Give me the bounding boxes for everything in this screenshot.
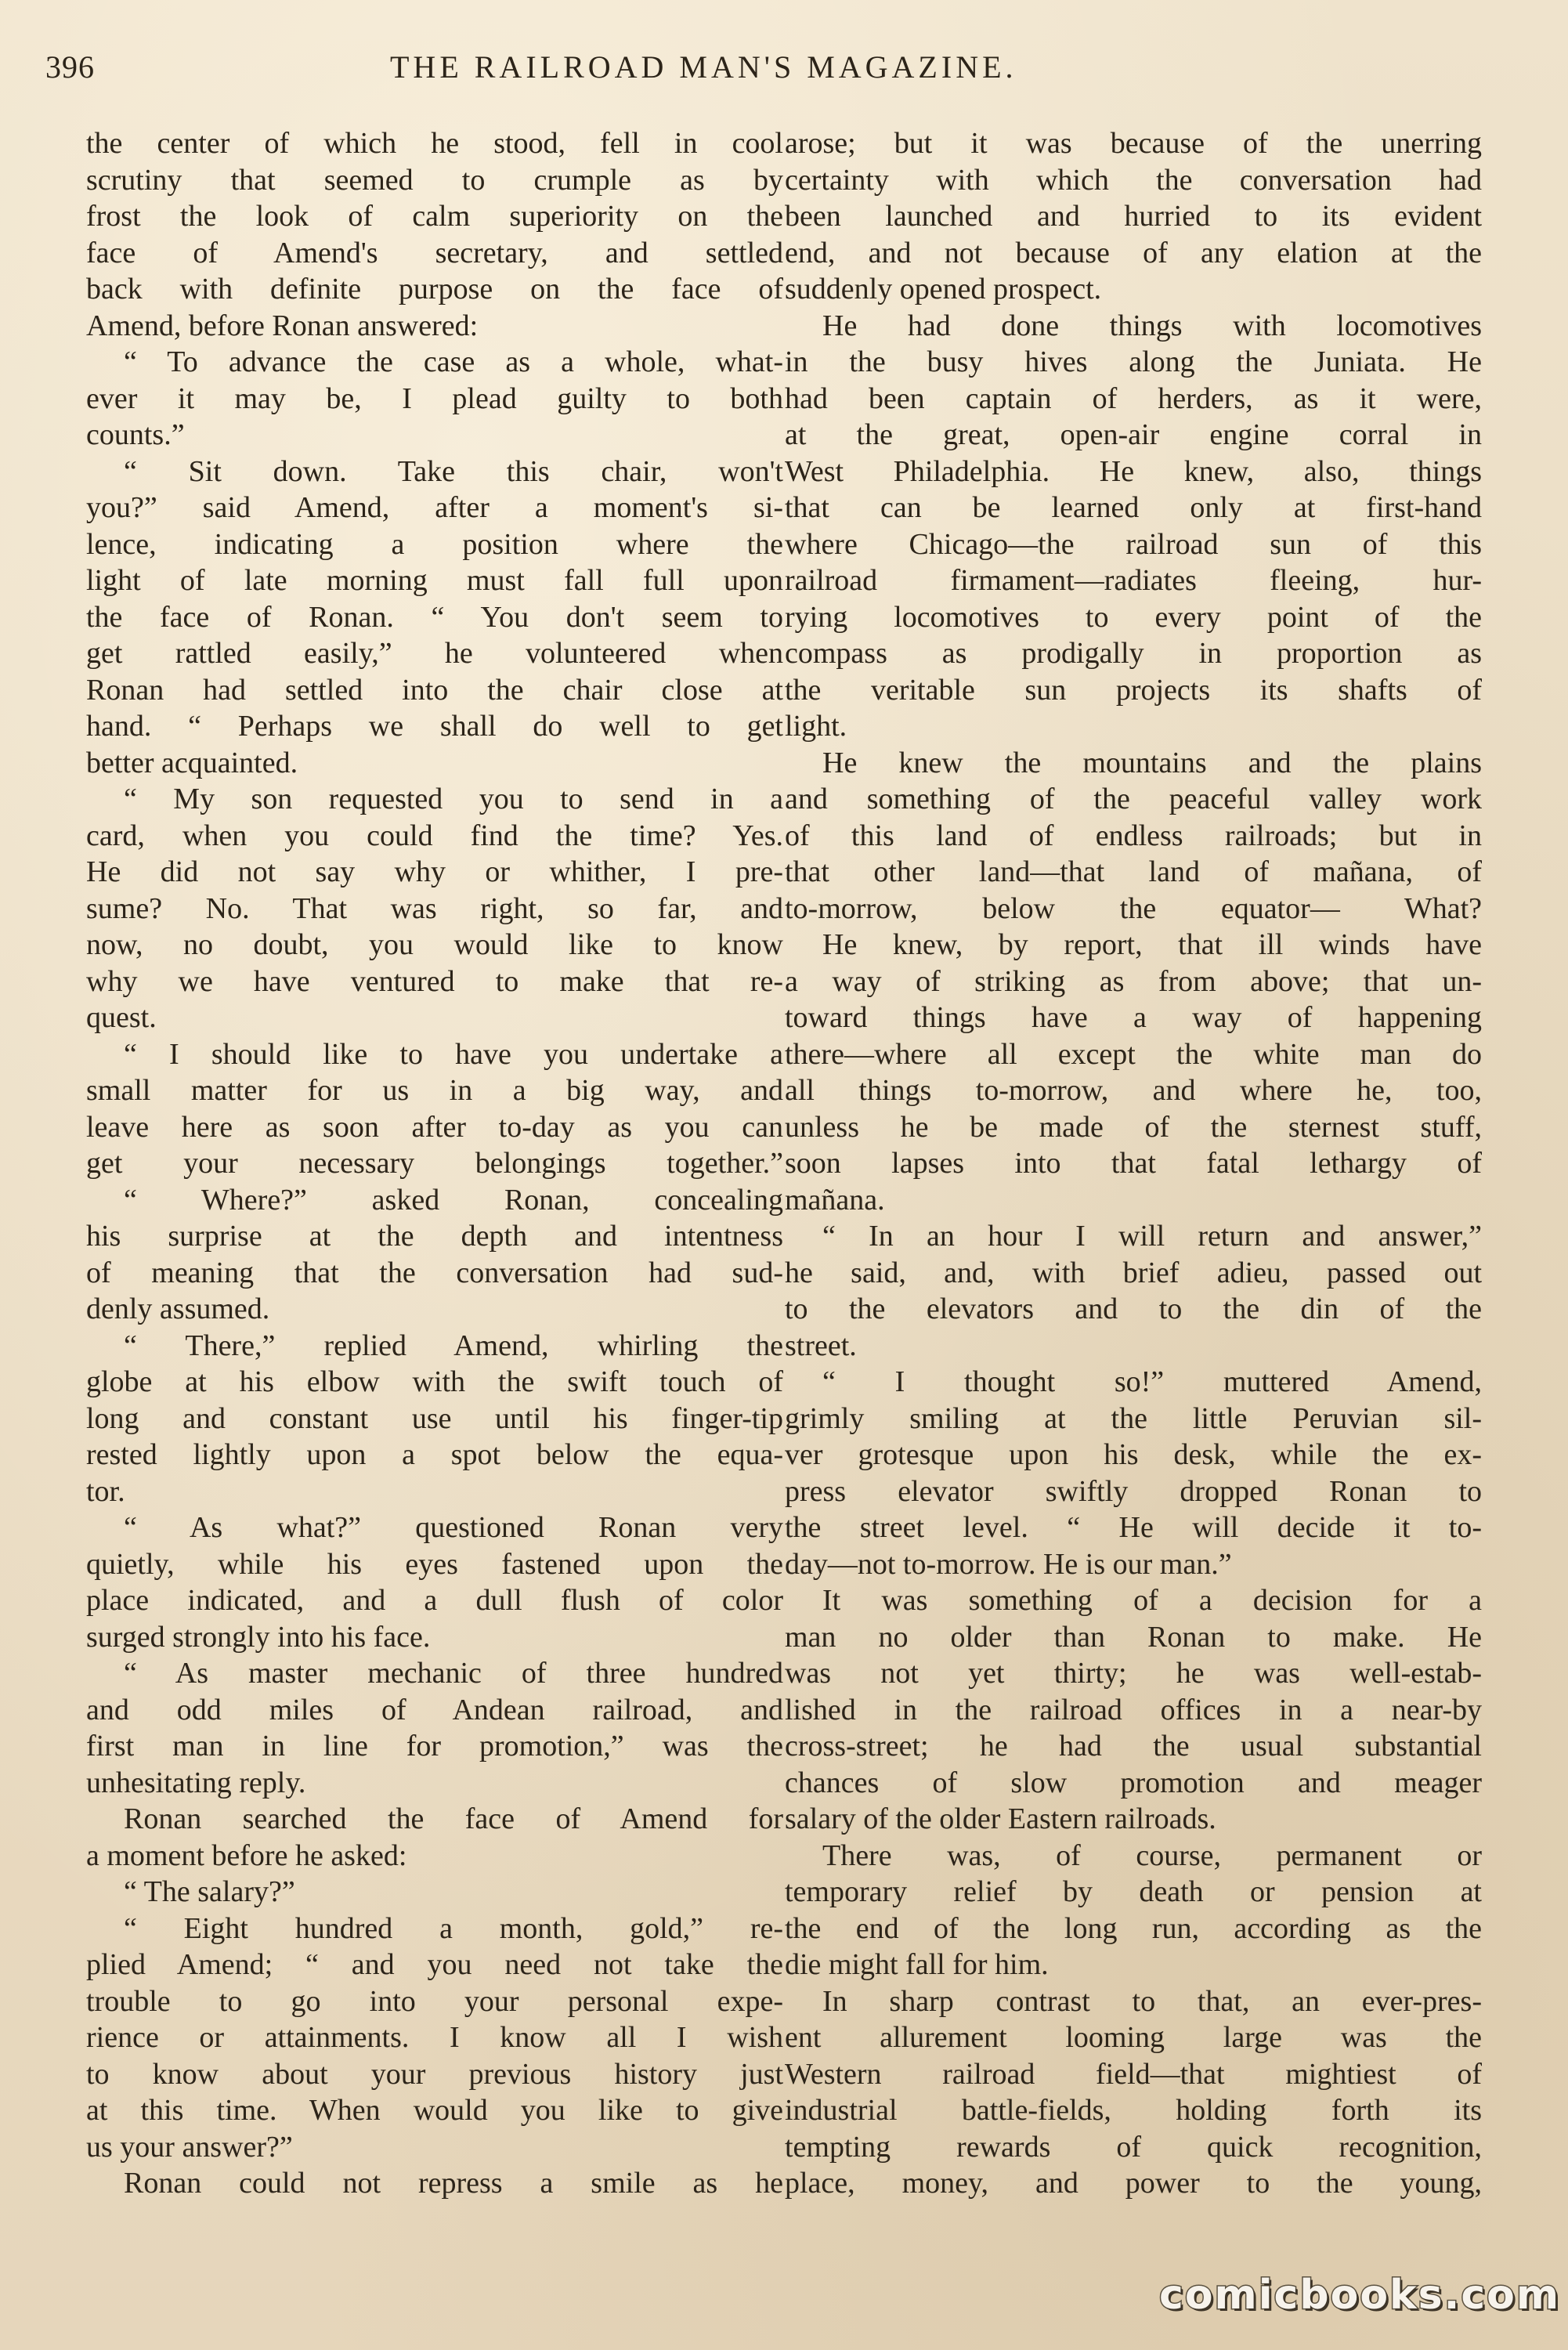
text-line: surged strongly into his face. xyxy=(86,1620,431,1654)
text-line: better acquainted. xyxy=(86,746,298,779)
text-line: “ My son requested you to send in a xyxy=(124,783,783,815)
text-line: quest. xyxy=(86,1001,157,1034)
text-line: lished in the railroad offices in a near-by xyxy=(785,1693,1482,1726)
text-line: to know about your previous history just xyxy=(86,2057,783,2091)
text-line: Western railroad field—that mightiest of xyxy=(785,2057,1482,2091)
text-line: ever it may be, I plead guilty to both xyxy=(86,381,783,415)
text-line: He had done things with locomotives xyxy=(822,309,1482,342)
text-line: and odd miles of Andean railroad, and xyxy=(86,1693,783,1726)
text-line: ent allurement looming large was the xyxy=(785,2021,1482,2054)
text-line: compass as prodigally in proportion as xyxy=(785,637,1482,670)
text-line: sume? No. That was right, so far, and xyxy=(86,891,783,925)
text-line: of meaning that the conversation had sud- xyxy=(86,1256,783,1289)
text-line: was not yet thirty; he was well-estab- xyxy=(785,1657,1482,1690)
text-line: mañana. xyxy=(785,1183,885,1217)
text-line: “ To advance the case as a whole, what- xyxy=(124,345,783,378)
text-line: to the elevators and to the din of the xyxy=(785,1292,1482,1325)
text-line: Ronan searched the face of Amend for xyxy=(124,1802,783,1835)
text-line: long and constant use until his finger-tip xyxy=(86,1401,783,1435)
text-line: now, no doubt, you would like to know xyxy=(86,928,783,961)
text-line: day—not to-morrow. He is our man.” xyxy=(785,1547,1232,1581)
text-line: grimly smiling at the little Peruvian sil- xyxy=(785,1401,1482,1435)
text-line: the face of Ronan. “ You don't seem to xyxy=(86,600,783,634)
text-line: quietly, while his eyes fastened upon the xyxy=(86,1547,783,1581)
text-line: “ There,” replied Amend, whirling the xyxy=(124,1329,783,1362)
text-line: salary of the older Eastern railroads. xyxy=(785,1802,1216,1835)
running-head: THE RAILROAD MAN'S MAGAZINE. xyxy=(390,49,1017,85)
text-line: soon lapses into that fatal lethargy of xyxy=(785,1147,1482,1180)
text-line: that other land—that land of mañana, of xyxy=(785,855,1482,888)
text-line: “ Sit down. Take this chair, won't xyxy=(124,454,783,488)
text-line: been launched and hurried to its evident xyxy=(785,200,1482,233)
text-line: It was something of a decision for a xyxy=(822,1584,1482,1617)
text-line: light. xyxy=(785,710,847,743)
text-line: tor. xyxy=(86,1474,125,1508)
text-line: He knew, by report, that ill winds have xyxy=(822,928,1482,961)
text-line: where Chicago—the railroad sun of this xyxy=(785,527,1482,561)
text-line: press elevator swiftly dropped Ronan to xyxy=(785,1474,1482,1508)
watermark-logo: comicbooks.com xyxy=(1159,2272,1561,2319)
text-line: temporary relief by death or pension at xyxy=(785,1875,1482,1908)
text-line: there—where all except the white man do xyxy=(785,1037,1482,1071)
text-line: light of late morning must fall full upon xyxy=(86,564,783,597)
text-line: tempting rewards of quick recognition, xyxy=(785,2130,1482,2164)
text-line: “ Where?” asked Ronan, concealing xyxy=(124,1183,783,1217)
text-line: plied Amend; “ and you need not take the xyxy=(86,1948,783,1981)
text-line: get rattled easily,” he volunteered when xyxy=(86,637,783,670)
page-header xyxy=(45,49,1447,96)
text-line: leave here as soon after to-day as you can xyxy=(86,1110,783,1144)
text-line: “ As master mechanic of three hundred xyxy=(124,1657,783,1690)
text-line: card, when you could find the time? Yes. xyxy=(86,819,783,852)
text-line: place, money, and power to the young, xyxy=(785,2167,1482,2200)
text-line: the veritable sun projects its shafts of xyxy=(785,673,1482,707)
text-line: trouble to go into your personal expe- xyxy=(86,1984,783,2018)
text-line: place indicated, and a dull flush of color xyxy=(86,1584,783,1617)
text-line: get your necessary belongings together.” xyxy=(86,1147,783,1180)
text-line: in the busy hives along the Juniata. He xyxy=(785,345,1482,378)
text-line: rying locomotives to every point of the xyxy=(785,600,1482,634)
text-line: die might fall for him. xyxy=(785,1948,1049,1981)
text-line: a way of striking as from above; that un- xyxy=(785,964,1482,998)
text-line: Amend, before Ronan answered: xyxy=(86,309,479,342)
text-line: frost the look of calm superiority on the xyxy=(86,200,783,233)
text-line: that can be learned only at first-hand xyxy=(785,491,1482,524)
text-column-left xyxy=(86,125,783,2202)
text-line: suddenly opened prospect. xyxy=(785,273,1102,306)
text-line: arose; but it was because of the unerring xyxy=(785,127,1482,160)
text-line: the center of which he stood, fell in cool xyxy=(86,127,783,160)
text-line: globe at his elbow with the swift touch of xyxy=(86,1365,783,1398)
text-line: street. xyxy=(785,1329,857,1362)
text-line: man no older than Ronan to make. He xyxy=(785,1620,1482,1654)
text-line: He did not say why or whither, I pre- xyxy=(86,855,783,888)
text-line: unless he be made of the sternest stuff, xyxy=(785,1110,1482,1144)
text-line: of this land of endless railroads; but in xyxy=(785,819,1482,852)
text-line: denly assumed. xyxy=(86,1292,270,1325)
text-line: all things to-morrow, and where he, too, xyxy=(785,1074,1482,1107)
text-line: rested lightly upon a spot below the equa- xyxy=(86,1438,783,1471)
text-line: us your answer?” xyxy=(86,2130,293,2164)
text-line: rience or attainments. I know all I wish xyxy=(86,2021,783,2054)
text-line: had been captain of herders, as it were, xyxy=(785,381,1482,415)
text-line: a moment before he asked: xyxy=(86,1838,407,1872)
text-line: at the great, open-air engine corral in xyxy=(785,418,1482,451)
text-line: “ In an hour I will return and answer,” xyxy=(822,1220,1482,1253)
text-line: the end of the long run, according as the xyxy=(785,1911,1482,1945)
text-line: first man in line for promotion,” was the xyxy=(86,1730,783,1762)
text-line: unhesitating reply. xyxy=(86,1766,306,1799)
text-line: West Philadelphia. He knew, also, things xyxy=(785,454,1482,488)
text-line: Ronan had settled into the chair close at xyxy=(86,673,783,707)
text-line: “ I thought so!” muttered Amend, xyxy=(822,1365,1482,1398)
text-line: industrial battle-fields, holding forth its xyxy=(785,2094,1482,2127)
text-line: There was, of course, permanent or xyxy=(822,1838,1482,1872)
text-line: “ The salary?” xyxy=(124,1875,295,1908)
text-line: In sharp contrast to that, an ever-pres- xyxy=(822,1984,1482,2018)
text-line: his surprise at the depth and intentness xyxy=(86,1220,783,1253)
text-line: hand. “ Perhaps we shall do well to get xyxy=(86,710,783,743)
text-line: “ Eight hundred a month, gold,” re- xyxy=(124,1911,783,1945)
text-line: and something of the peaceful valley work xyxy=(785,783,1482,815)
text-line: chances of slow promotion and meager xyxy=(785,1766,1482,1799)
text-line: back with definite purpose on the face of xyxy=(86,273,783,306)
text-line: small matter for us in a big way, and xyxy=(86,1074,783,1107)
text-line: ver grotesque upon his desk, while the ex- xyxy=(785,1438,1482,1471)
text-line: face of Amend's secretary, and settled xyxy=(86,236,783,269)
text-line: scrutiny that seemed to crumple as by xyxy=(86,163,783,197)
text-line: at this time. When would you like to give xyxy=(86,2094,783,2127)
text-line: He knew the mountains and the plains xyxy=(822,746,1482,779)
text-line: Ronan could not repress a smile as he xyxy=(124,2167,783,2200)
text-line: lence, indicating a position where the xyxy=(86,527,783,561)
text-column-right xyxy=(785,125,1482,2202)
text-line: railroad firmament—radiates fleeing, hur- xyxy=(785,564,1482,597)
text-line: toward things have a way of happening xyxy=(785,1001,1482,1034)
text-line: counts.” xyxy=(86,418,185,451)
text-line: the street level. “ He will decide it to- xyxy=(785,1511,1482,1544)
text-line: “ I should like to have you undertake a xyxy=(124,1037,783,1071)
text-line: to-morrow, below the equator— What? xyxy=(785,891,1482,925)
text-line: “ As what?” questioned Ronan very xyxy=(124,1511,783,1544)
text-line: why we have ventured to make that re- xyxy=(86,964,783,998)
text-line: certainty with which the conversation had xyxy=(785,163,1482,197)
text-line: he said, and, with brief adieu, passed out xyxy=(785,1256,1482,1289)
text-line: end, and not because of any elation at the xyxy=(785,236,1482,269)
page-number: 396 xyxy=(45,49,95,85)
text-line: cross-street; he had the usual substantial xyxy=(785,1730,1482,1762)
text-line: you?” said Amend, after a moment's si- xyxy=(86,491,783,524)
